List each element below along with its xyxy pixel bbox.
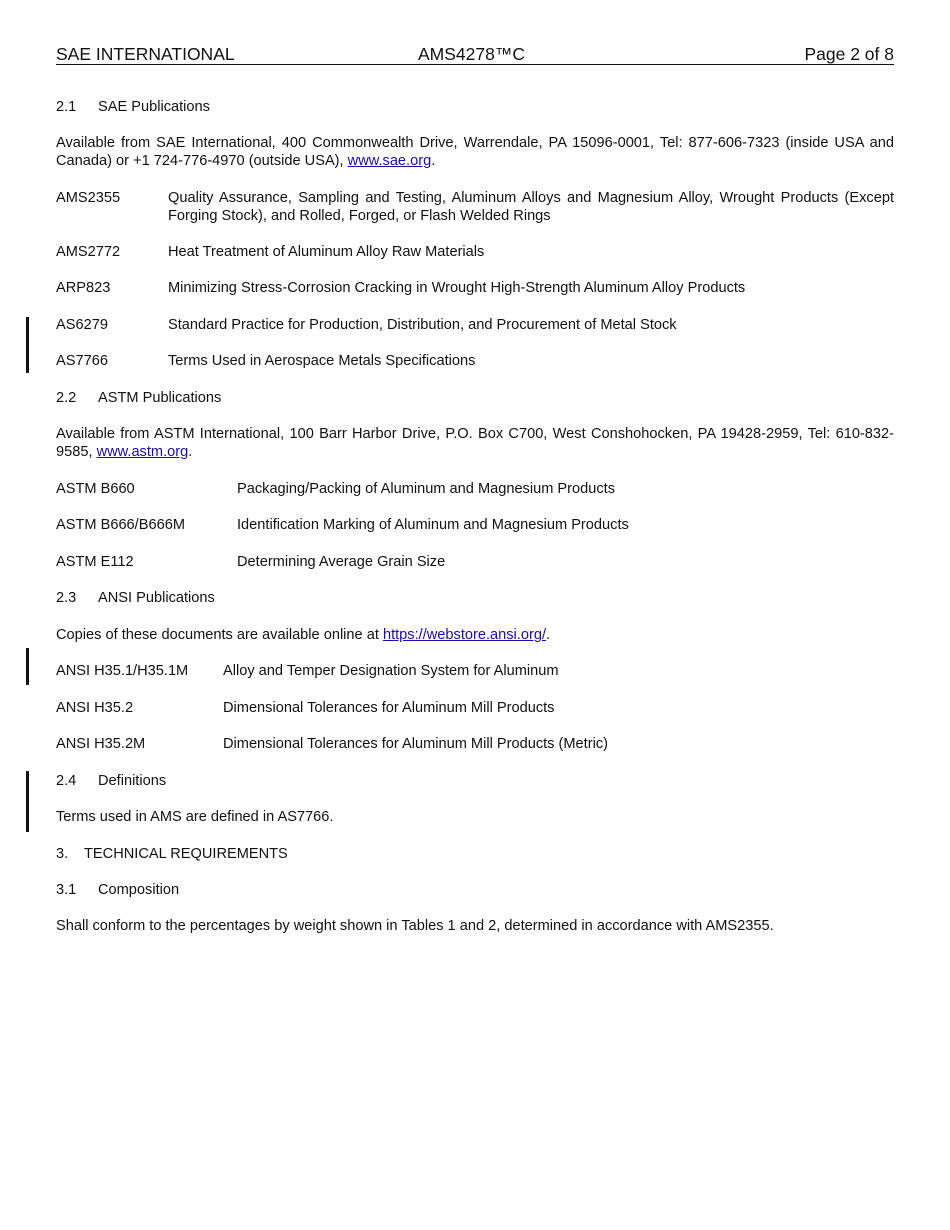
reference-title: Dimensional Tolerances for Aluminum Mill Products (Metric): [223, 736, 608, 752]
header-page-number: Page 2 of 8: [804, 44, 894, 64]
reference-title: Heat Treatment of Aluminum Alloy Raw Materials: [168, 244, 485, 260]
astm-availability-paragraph: Available from ASTM International, 100 Barr Harbor Drive, P.O. Box C700, West Conshohocken, PA 19428-2959, Tel: 610-832-9585, www.astm.org.: [56, 426, 894, 460]
section-heading-astm: 2.2 ASTM Publications: [56, 390, 222, 406]
reference-title: Terms Used in Aerospace Metals Specifications: [168, 353, 476, 369]
reference-code: AS7766: [56, 353, 108, 369]
reference-code: AS6279: [56, 317, 108, 333]
page-header: [56, 44, 894, 65]
reference-row: [56, 189, 894, 225]
reference-title: Minimizing Stress-Corrosion Cracking in Wrought High-Strength Aluminum Alloy Products: [168, 280, 746, 296]
sae-website-link[interactable]: www.sae.org: [347, 153, 432, 169]
reference-code: ANSI H35.2: [56, 700, 134, 716]
reference-code: ANSI H35.2M: [56, 736, 146, 752]
ansi-website-link[interactable]: https://webstore.ansi.org/: [382, 627, 546, 643]
header-org: SAE INTERNATIONAL: [56, 44, 235, 64]
reference-title: Standard Practice for Production, Distribution, and Procurement of Metal Stock: [168, 317, 677, 333]
reference-title: Identification Marking of Aluminum and Magnesium Products: [237, 517, 629, 533]
revision-bar: [26, 771, 29, 832]
reference-title: Dimensional Tolerances for Aluminum Mill Products: [223, 700, 555, 716]
reference-title: Packaging/Packing of Aluminum and Magnesium Products: [237, 481, 616, 497]
header-doc-number: AMS4278™C: [418, 44, 525, 64]
reference-code: ASTM B666/B666M: [56, 517, 185, 533]
ansi-availability-paragraph: Copies of these documents are available online at https://webstore.ansi.org/.: [56, 627, 551, 643]
reference-title: Determining Average Grain Size: [237, 554, 446, 570]
section-heading-sae: 2.1 SAE Publications: [56, 99, 210, 115]
reference-code: ARP823: [56, 280, 111, 296]
reference-code: ANSI H35.1/H35.1M: [56, 663, 189, 679]
composition-paragraph: Shall conform to the percentages by weight shown in Tables 1 and 2, determined in accordance with AMS2355.: [56, 918, 774, 934]
section-heading-ansi: 2.3 ANSI Publications: [56, 590, 215, 606]
section-heading-definitions: 2.4 Definitions: [56, 773, 167, 789]
reference-code: ASTM E112: [56, 554, 134, 570]
reference-title: Alloy and Temper Designation System for Aluminum: [223, 663, 559, 679]
sae-availability-paragraph: Available from SAE International, 400 Commonwealth Drive, Warrendale, PA 15096-0001, Tel: 877-606-7323 (inside USA and Canada) or +1 724-776-4970 (outside USA), www.sae.org.: [56, 135, 894, 169]
reference-code: AMS2772: [56, 244, 121, 260]
section-heading-composition: 3.1 Composition: [56, 882, 180, 898]
revision-bar: [26, 648, 29, 685]
reference-code: AMS2355: [56, 190, 121, 206]
section-heading-technical-requirements: 3. TECHNICAL REQUIREMENTS: [56, 846, 288, 862]
astm-website-link[interactable]: www.astm.org: [96, 444, 189, 460]
reference-title: Quality Assurance, Sampling and Testing, Aluminum Alloys and Magnesium Alloy, Wrought Products (Except Forging Stock), and Rolled, Forged, or Flash Welded Rings: [168, 190, 894, 224]
revision-bar: [26, 317, 29, 373]
definitions-paragraph: Terms used in AMS are defined in AS7766.: [56, 809, 334, 825]
reference-code: ASTM B660: [56, 481, 135, 497]
